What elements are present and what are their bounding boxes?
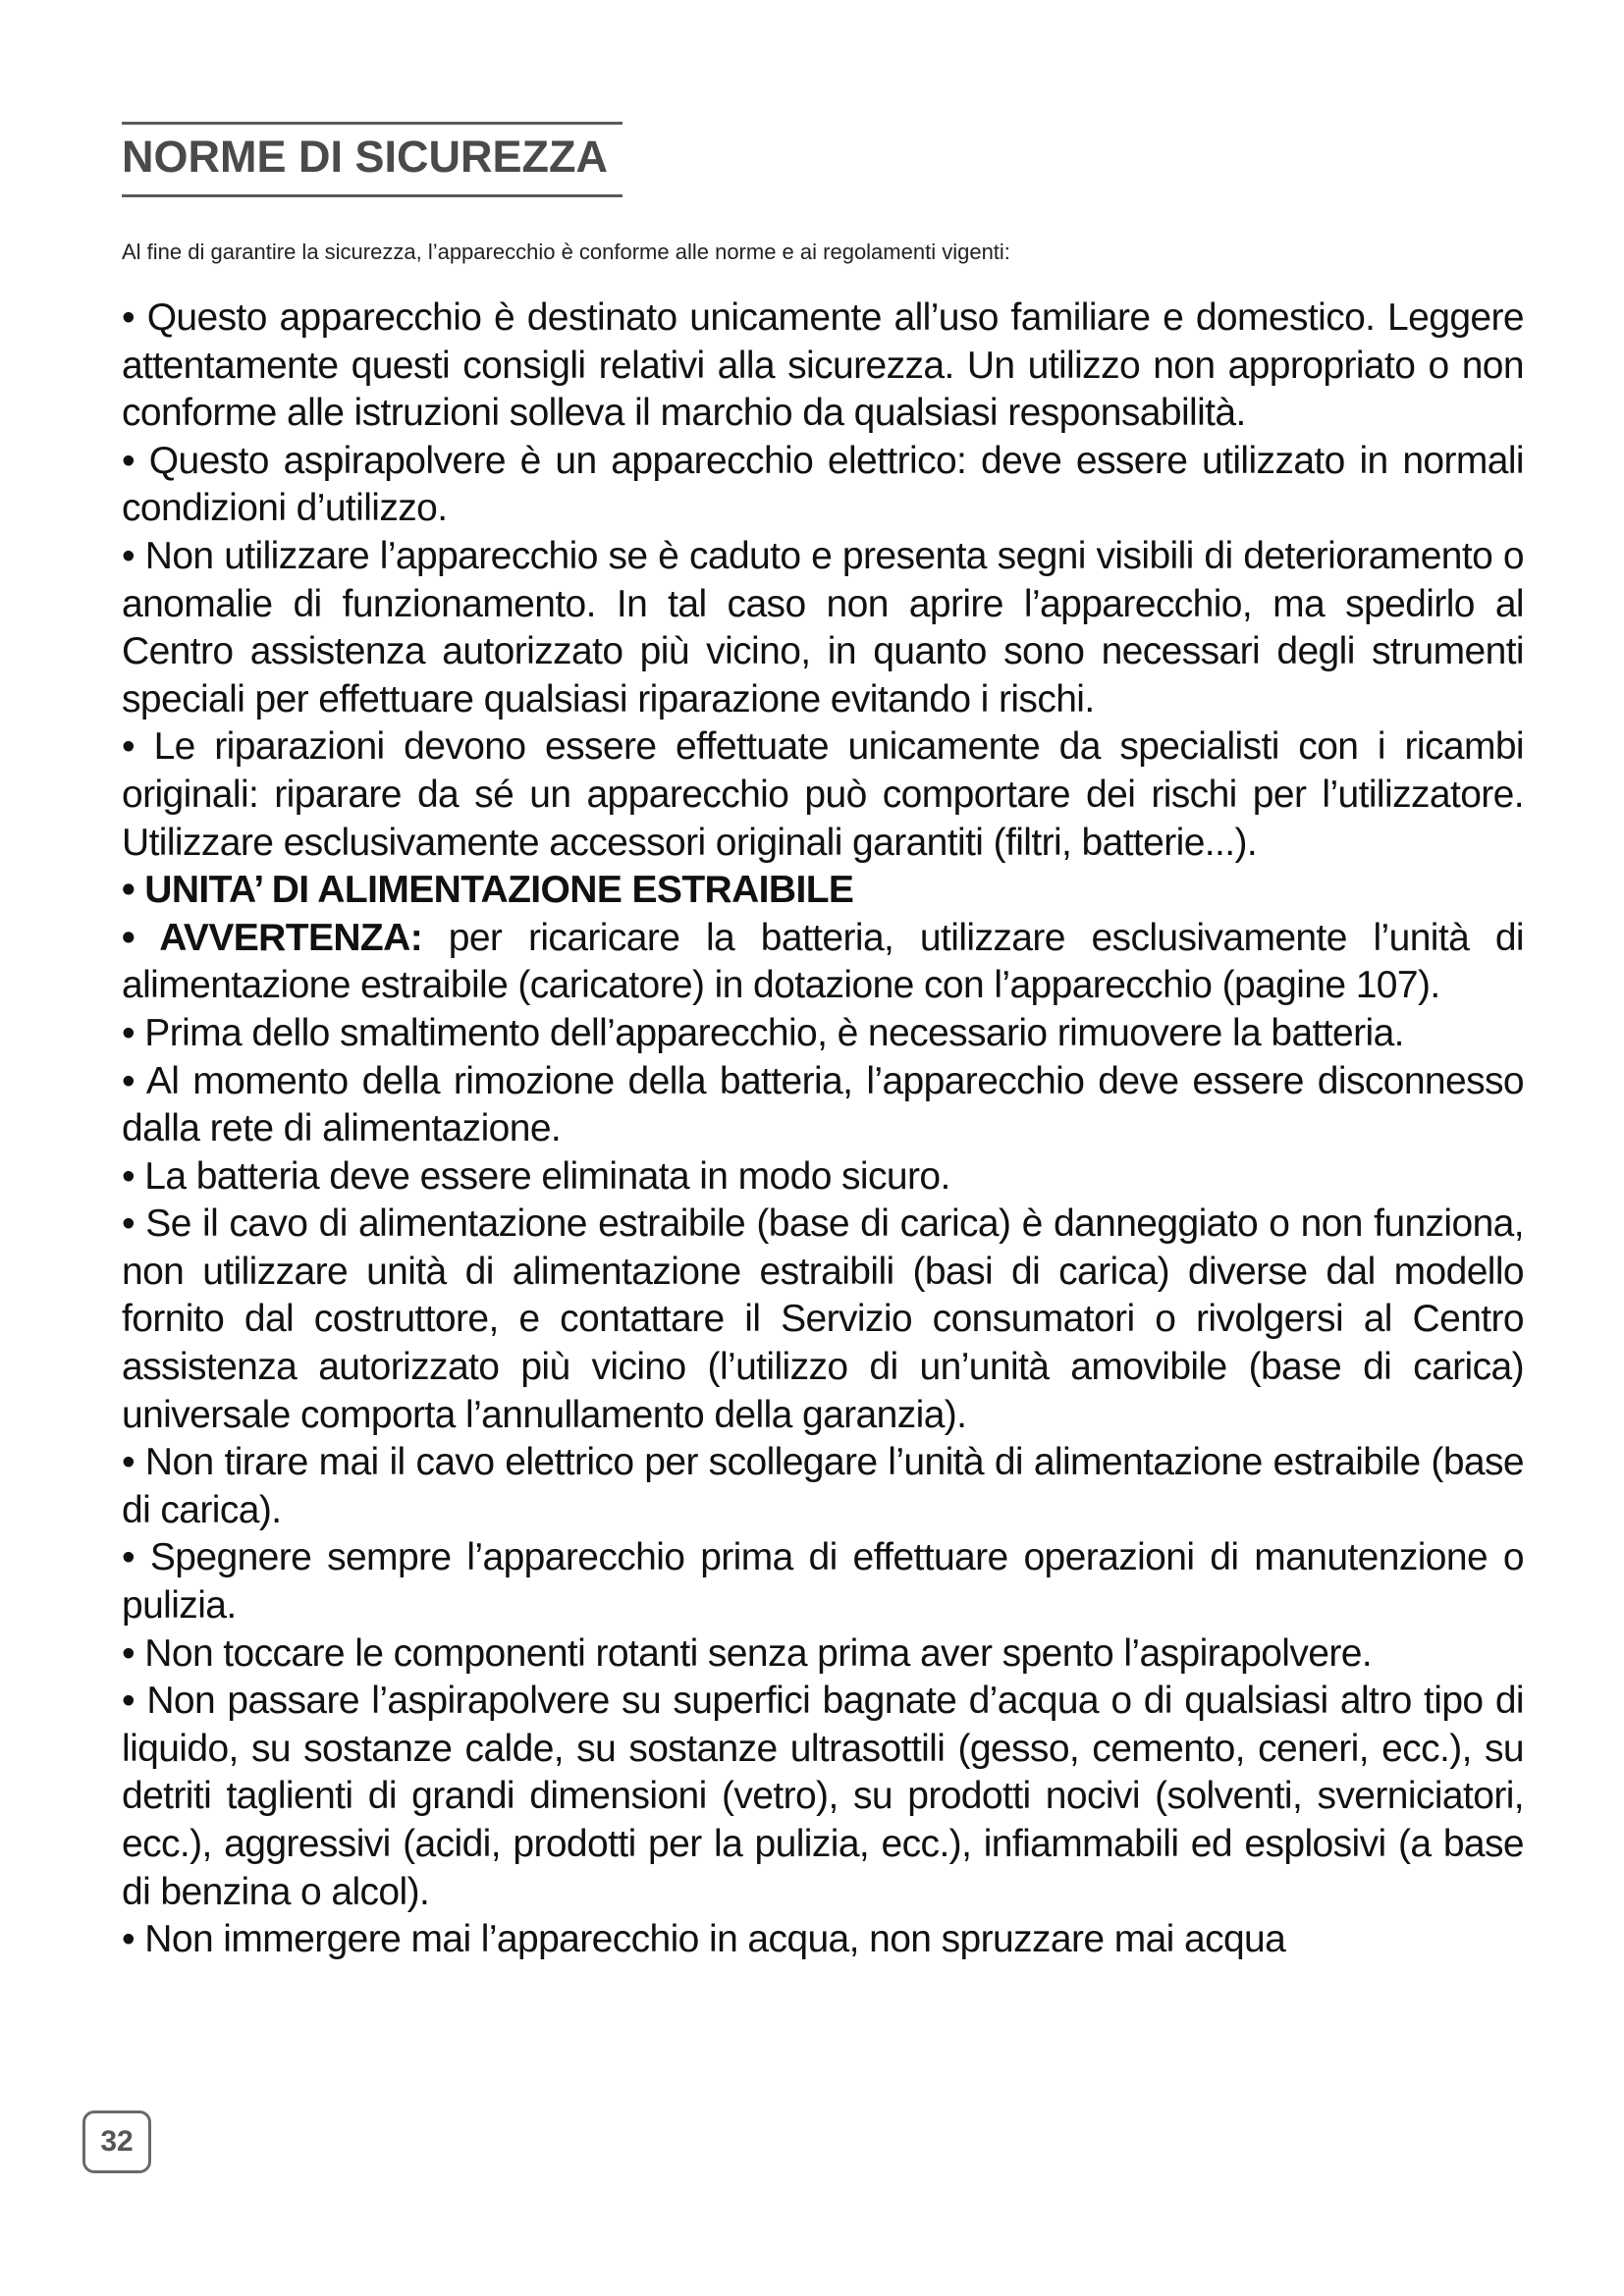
title-rule-top <box>122 122 623 125</box>
list-item: • Al momento della rimozione della batteria, l’apparecchio deve essere disconnesso dalla rete di alimentazione. <box>122 1059 1524 1150</box>
safety-rules-body <box>122 294 1524 1964</box>
warning-text: per ricaricare la batteria, utilizzare esclusivamente l’unità di alimentazione estraibile (caricatore) in dotazione con l’apparecchio (pagine 107). <box>122 916 1524 1007</box>
list-item: • Non passare l’aspirapolvere su superfici bagnate d’acqua o di qualsiasi altro tipo di liquido, su sostanze calde, su sostanze ultrasottili (gesso, cemento, ceneri, ecc.), su detriti taglienti di grandi dimensioni (vetro), su prodotti nocivi (solventi, sverniciatori, ecc.), aggressivi (acidi, prodotti per la pulizia, ecc.), infiammabili ed esplosivi (a base di benzina o alcol). <box>122 1680 1524 1913</box>
warning-label: • AVVERTENZA: <box>122 916 423 959</box>
section-heading: • UNITA’ DI ALIMENTAZIONE ESTRAIBILE <box>122 869 854 912</box>
list-item: • Non toccare le componenti rotanti senza prima aver spento l’aspirapolvere. <box>122 1631 1373 1675</box>
list-item: • Le riparazioni devono essere effettuate unicamente da specialisti con i ricambi originali: riparare da sé un apparecchio può comportare dei rischi per l’utilizzatore. Utilizzare esclusivamente accessori originali garantiti (filtri, batterie...). <box>122 725 1524 864</box>
list-item: • La batteria deve essere eliminata in modo sicuro. <box>122 1154 950 1198</box>
list-item: • Prima dello smaltimento dell’apparecchio, è necessario rimuovere la batteria. <box>122 1011 1404 1054</box>
title-rule-bottom <box>122 194 623 197</box>
list-item: • Non tirare mai il cavo elettrico per scollegare l’unità di alimentazione estraibile (base di carica). <box>122 1441 1524 1531</box>
list-item: • Questo aspirapolvere è un apparecchio elettrico: deve essere utilizzato in normali condizioni d’utilizzo. <box>122 439 1524 530</box>
warning-item <box>122 915 1524 1010</box>
list-item: • Se il cavo di alimentazione estraibile (base di carica) è danneggiato o non funziona, non utilizzare unità di alimentazione estraibili (basi di carica) diverse dal modello fornito dal costruttore, e contattare il Servizio consumatori o rivolgersi al Centro assistenza autorizzato più vicino (l’utilizzo di un’unità amovibile (base di carica) universale comporta l’annullamento della garanzia). <box>122 1202 1524 1436</box>
page-number-badge: 32 <box>82 2110 151 2173</box>
list-item: • Non immergere mai l’apparecchio in acqua, non spruzzare mai acqua <box>122 1918 1286 1961</box>
list-item: • Non utilizzare l’apparecchio se è caduto e presenta segni visibili di deterioramento o anomalie di funzionamento. In tal caso non aprire l’apparecchio, ma spedirlo al Centro assistenza autorizzato più vicino, in quanto sono necessari degli strumenti speciali per effettuare qualsiasi riparazione evitando i rischi. <box>122 534 1524 721</box>
intro-text: Al fine di garantire la sicurezza, l’apparecchio è conforme alle norme e ai regolamenti vigenti: <box>122 240 1010 264</box>
page-title: NORME DI SICUREZZA <box>122 132 608 182</box>
list-item: • Questo apparecchio è destinato unicamente all’uso familiare e domestico. Leggere attentamente questi consigli relativi alla sicurezza. Un utilizzo non appropriato o non conforme alle istruzioni solleva il marchio da qualsiasi responsabilità. <box>122 296 1524 435</box>
list-item: • Spegnere sempre l’apparecchio prima di effettuare operazioni di manutenzione o pulizia. <box>122 1536 1524 1628</box>
